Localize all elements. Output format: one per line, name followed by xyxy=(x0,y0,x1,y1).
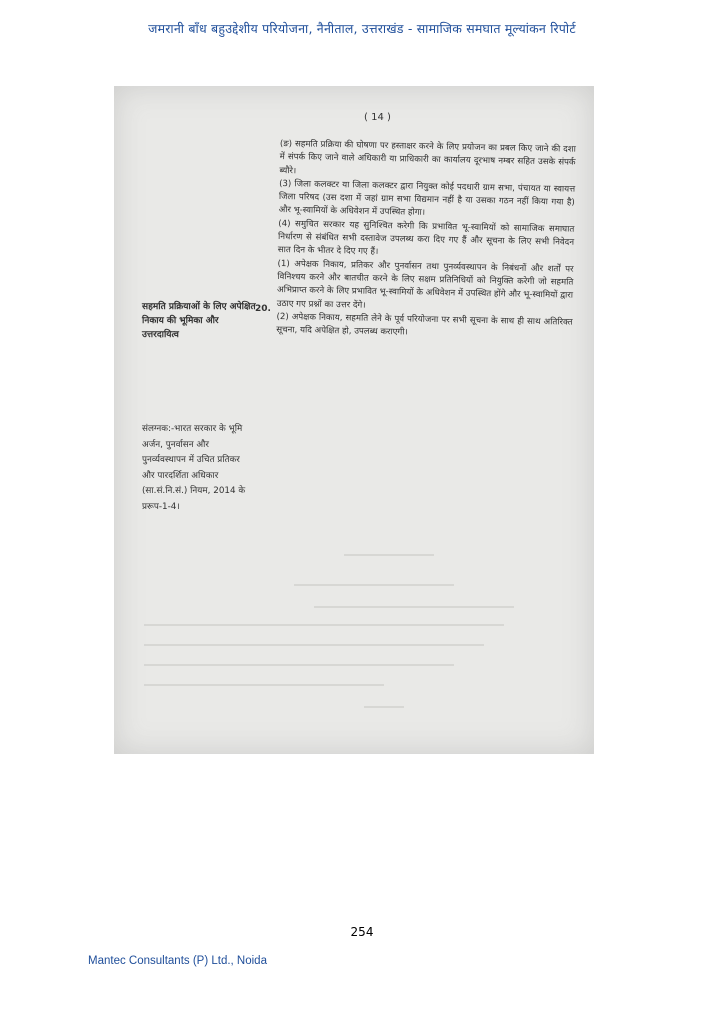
footer-company-name: Mantec Consultants (P) Ltd., Noida xyxy=(88,955,267,967)
scan-body-text xyxy=(276,138,576,343)
scan-section-number: 20. xyxy=(255,304,271,314)
scan-page-number: ( 14 ) xyxy=(364,112,391,123)
bleed-through-line xyxy=(144,664,454,666)
scan-paragraph: (ङ) सहमति प्रक्रिया की घोषणा पर हस्ताक्षर करने के लिए प्रयोजन का प्रबल किए जाने की दशा में संपर्क किए जाने वाले अधिकारी या प्राधिकारी का कार्यालय दूरभाष नम्बर सहित उसके संपर्क ब्यौरे। xyxy=(279,138,576,176)
scan-paragraph: (1) अपेक्षक निकाय, प्रतिकर और पुनर्वासन तथा पुनर्व्यवस्थापन के निबंधनों और शर्तों पर विनिश्चय करने और बातचीत करने के लिए सक्षम प्रतिनिधियों को नियुक्ति करेगी जो सहमति अभिप्राप्त करने के लिए प्रभावित भू-स्वामियों के अधिवेशन में उपस्थित होंगे और भू-स्वामियों द्वारा उठाए गए प्रश्नों का उत्तर देंगे। xyxy=(276,258,574,311)
bleed-through-line xyxy=(294,584,454,586)
bleed-through-line xyxy=(144,644,484,646)
document-header-title: जमरानी बाँध बहुउद्देशीय परियोजना, नैनीताल, उत्तराखंड - सामाजिक समघात मूल्यांकन रिपोर्ट xyxy=(148,21,576,36)
scan-paragraph: (4) समुचित सरकार यह सुनिश्चित करेगी कि प्रभावित भू-स्वामियों को सामाजिक समाघात निर्धारण से संबंधित सभी दस्तावेज उपलब्ध करा दिए गए हैं और सूचना के लिए सभी निवेदन सात दिन के भीतर दे दिए गए हैं। xyxy=(277,218,575,258)
bleed-through-line xyxy=(144,624,504,626)
scan-annex-note: संलग्नक:-भारत सरकार के भूमि अर्जन, पुनर्वासन और पुनर्व्यवस्थापन में उचित प्रतिकर और पारदर्शिता अधिकार (सा.सं.नि.सं.) नियम, 2014 के प्ररूप-1-4। xyxy=(142,424,246,512)
scan-section-title: सहमति प्रक्रियाओं के लिए अपेक्षित निकाय की भूमिका और उत्तरदायित्व xyxy=(142,302,256,340)
footer-page-number: 254 xyxy=(350,925,374,939)
bleed-through-line xyxy=(344,554,434,556)
scan-paragraph: (2) अपेक्षक निकाय, सहमति लेने के पूर्व परियोजना पर सभी सूचना के साथ ही साथ अतिरिक्त सूचना, यदि अपेक्षित हो, उपलब्ध कराएगी। xyxy=(276,311,573,338)
scan-paragraph: (3) जिला कलक्टर या जिला कलक्टर द्वारा नियुक्त कोई पदधारी ग्राम सभा, पंचायत या स्वायत्त जिला परिषद (उस दशा में जहां ग्राम सभा विद्यमान नहीं है या उसका गठन नहीं किया गया है) और भू-स्वामियों के अधिवेशन में उपस्थित होगा। xyxy=(278,178,576,219)
bleed-through-line xyxy=(364,706,404,708)
bleed-through-line xyxy=(314,606,514,608)
bleed-through-line xyxy=(144,684,384,686)
scanned-page-image xyxy=(114,86,594,754)
